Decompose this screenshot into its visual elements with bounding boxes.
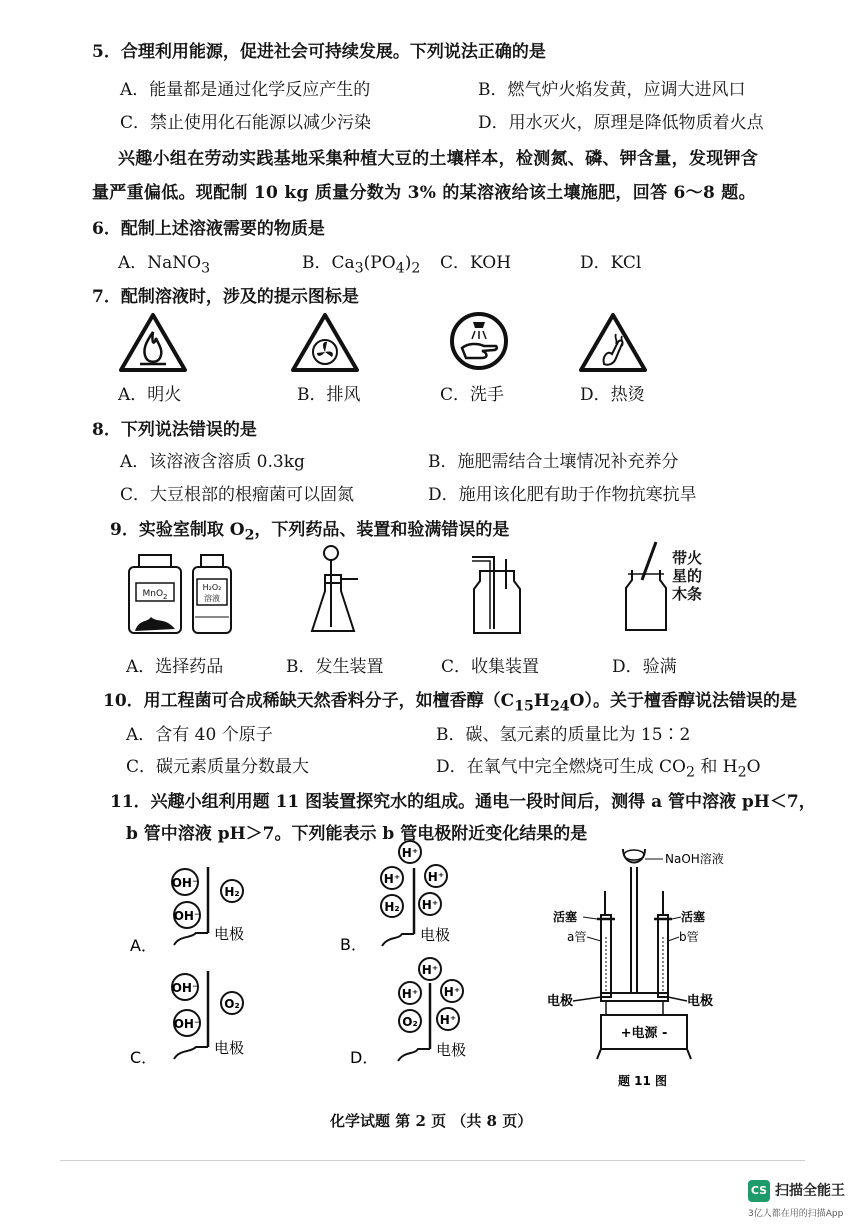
q8-option-b: B．施肥需结合土壤情况补充养分: [428, 452, 679, 472]
reagent-bottles-figure: [125, 553, 235, 638]
h2o2-label: H₂O₂: [202, 583, 222, 592]
svg-text:B．: B．: [340, 935, 367, 954]
q9-option-d: D．验满: [612, 657, 677, 677]
q11-stem-line-2: b 管中溶液 pH＞7。下列能表示 b 管电极附近变化结果的是: [126, 824, 588, 844]
splint-label: 带火 星的 木条: [672, 549, 703, 603]
q7-option-b: B．排风: [297, 385, 361, 405]
svg-text:OH⁻: OH⁻: [173, 909, 201, 923]
svg-text:D．: D．: [350, 1048, 379, 1067]
q10-option-a: A．含有 40 个原子: [126, 725, 273, 745]
svg-text:电极: 电极: [547, 994, 574, 1009]
svg-text:NaOH溶液: NaOH溶液: [665, 852, 724, 866]
svg-text:A．: A．: [130, 936, 157, 955]
q10-option-c: C．碳元素质量分数最大: [126, 757, 310, 777]
q11-diagram-c: [130, 965, 280, 1065]
q6-option-c: C．KOH: [440, 253, 512, 273]
svg-text:活塞: 活塞: [553, 910, 578, 924]
svg-text:O₂: O₂: [224, 997, 240, 1011]
q8-option-c: C．大豆根部的根瘤菌可以固氮: [120, 485, 355, 505]
svg-text:H₂: H₂: [384, 900, 400, 914]
figure-caption: 题 11 图: [618, 1074, 668, 1088]
exhaust-fan-icon: [290, 312, 360, 374]
q6-option-a: A．NaNO$_3$: [118, 253, 211, 277]
svg-text:a管: a管: [567, 930, 587, 944]
mno2-label: MnO$_2$: [142, 589, 168, 601]
svg-text:+电源 -: +电源 -: [620, 1026, 668, 1041]
q9-option-c: C．收集装置: [441, 657, 540, 677]
q7-option-a: A．明火: [118, 385, 182, 405]
q11-stem-line-1: 11．兴趣小组利用题 11 图装置探究水的组成。通电一段时间后，测得 a 管中溶液 pH＜7，: [110, 792, 816, 812]
footer-divider: [60, 1160, 805, 1161]
svg-text:C．: C．: [130, 1048, 158, 1067]
q7-option-d: D．热烫: [580, 385, 645, 405]
q10-stem: 10．用工程菌可合成稀缺天然香料分子，如檀香醇$(C_{15}H_{24}O)$。关于檀香醇说法错误的是: [103, 691, 797, 715]
q5-option-c: C．禁止使用化石能源以减少污染: [120, 113, 372, 133]
q9-option-b: B．发生装置: [286, 657, 384, 677]
svg-text:活塞: 活塞: [681, 910, 706, 924]
camscanner-logo-icon: CS: [748, 1180, 770, 1202]
svg-text:H⁺: H⁺: [421, 963, 439, 977]
wash-hands-icon: [448, 310, 510, 372]
page-footer: 化学试题 第 2 页 （共 8 页）: [330, 1112, 533, 1130]
q5-option-a: A．能量都是通过化学反应产生的: [120, 80, 371, 100]
q8-stem: 8．下列说法错误的是: [92, 420, 257, 440]
q9-stem: 9．实验室制取 $O_2$，下列药品、装置和验满错误的是: [110, 520, 510, 544]
svg-text:H⁺: H⁺: [383, 872, 401, 886]
q10-option-d: D．在氧气中完全燃烧可生成 $CO_2$ 和 $H_2O$: [436, 757, 761, 781]
svg-text:H⁺: H⁺: [401, 987, 419, 1001]
q6-option-d: D．KCl: [580, 253, 642, 273]
verification-apparatus-figure: [620, 540, 680, 640]
svg-text:H⁺: H⁺: [427, 870, 445, 884]
q8-option-d: D．施用该化肥有助于作物抗寒抗旱: [428, 485, 697, 505]
h2o2-solution-label: 溶液: [204, 594, 220, 603]
q5-option-d: D．用水灭火，原理是降低物质着火点: [478, 113, 764, 133]
q11-diagram-b: [340, 838, 490, 958]
watermark-subtitle: 3亿人都在用的扫描App: [748, 1209, 844, 1219]
svg-text:OH⁻: OH⁻: [171, 876, 199, 890]
q11-diagram-d: [350, 955, 500, 1070]
electrolysis-apparatus-figure: [545, 845, 775, 1095]
q7-option-c: C．洗手: [440, 385, 505, 405]
svg-text:OH⁻: OH⁻: [171, 981, 199, 995]
open-flame-icon: [118, 312, 188, 374]
watermark-name: 扫描全能王: [775, 1183, 845, 1199]
q6-option-b: B．$Ca_3(PO_4)_2$: [302, 253, 421, 277]
q5-option-b: B．燃气炉火焰发黄，应调大进风口: [478, 80, 746, 100]
intro-line-1: 兴趣小组在劳动实践基地采集种植大豆的土壤样本，检测氮、磷、钾含量，发现钾含: [118, 149, 759, 169]
svg-text:电极: 电极: [687, 994, 714, 1009]
svg-text:b管: b管: [679, 930, 699, 944]
hot-surface-icon: [578, 312, 648, 374]
q8-option-a: A．该溶液含溶质 0.3kg: [120, 452, 305, 472]
svg-text:H⁺: H⁺: [401, 846, 419, 860]
q10-option-b: B．碳、氢元素的质量比为 15∶2: [436, 725, 691, 745]
svg-text:H⁺: H⁺: [443, 985, 461, 999]
svg-text:H⁺: H⁺: [439, 1013, 457, 1027]
q7-stem: 7．配制溶液时，涉及的提示图标是: [92, 287, 359, 307]
svg-text:H⁺: H⁺: [421, 898, 439, 912]
collection-apparatus-figure: [470, 545, 530, 640]
svg-text:电极: 电极: [436, 1041, 467, 1059]
svg-text:电极: 电极: [214, 1039, 245, 1057]
svg-text:H₂: H₂: [224, 885, 240, 899]
svg-text:电极: 电极: [420, 926, 451, 944]
q9-option-a: A．选择药品: [126, 657, 224, 677]
intro-line-2: 量严重偏低。现配制 10 kg 质量分数为 3% 的某溶液给该土壤施肥，回答 6～8 题。: [92, 183, 756, 203]
generation-apparatus-figure: [310, 545, 370, 640]
q5-stem: 5．合理利用能源，促进社会可持续发展。下列说法正确的是: [92, 42, 546, 62]
svg-text:电极: 电极: [214, 925, 245, 943]
svg-text:O₂: O₂: [402, 1015, 418, 1029]
svg-text:OH⁻: OH⁻: [173, 1017, 201, 1031]
q11-diagram-a: [130, 855, 280, 955]
q6-stem: 6．配制上述溶液需要的物质是: [92, 219, 325, 239]
